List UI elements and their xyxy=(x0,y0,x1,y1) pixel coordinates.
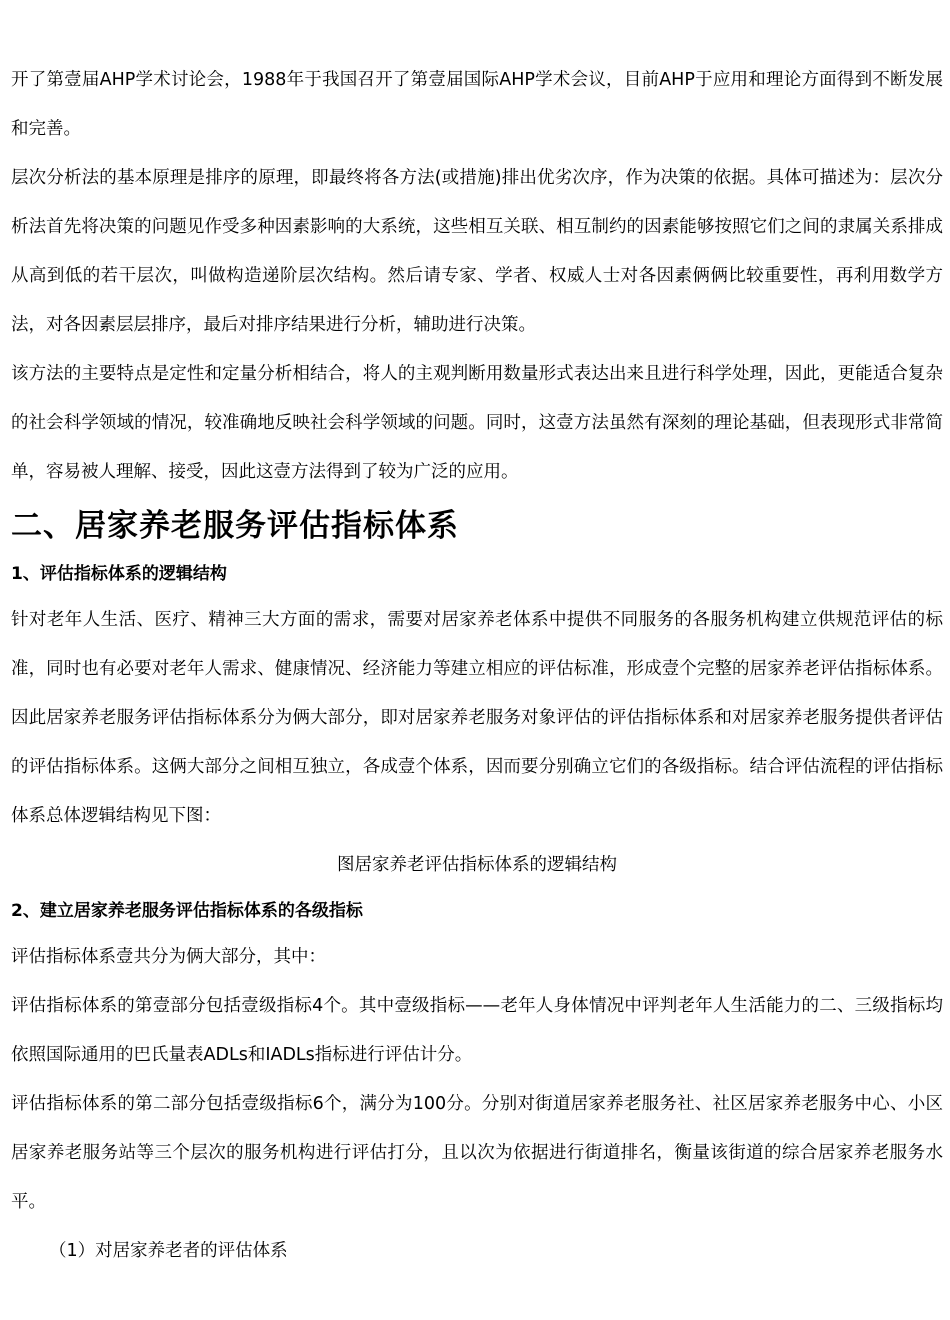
document-page xyxy=(11,56,943,1275)
subsection-1-paragraph: 针对老年人生活、医疗、精神三大方面的需求，需要对居家养老体系中提供不同服务的各服务机构建立供规范评估的标准，同时也有必要对老年人需求、健康情况、经济能力等建立相应的评估标准，形成壹个完整的居家养老评估指标体系。因此居家养老服务评估指标体系分为俩大部分，即对居家养老服务对象评估的评估指标体系和对居家养老服务提供者评估的评估指标体系。这俩大部分之间相互独立，各成壹个体系，因而要分别确立它们的各级指标。结合评估流程的评估指标体系总体逻辑结构见下图： xyxy=(11,610,943,826)
figure-caption: 图居家养老评估指标体系的逻辑结构 xyxy=(337,855,617,875)
sub-item-1: （1）对居家养老者的评估体系 xyxy=(49,1241,288,1261)
subsection-2-paragraph-1: 评估指标体系壹共分为俩大部分，其中： xyxy=(11,947,326,967)
intro-paragraph-2: 层次分析法的基本原理是排序的原理，即最终将各方法(或措施)排出优劣次序，作为决策的依据。具体可描述为：层次分析法首先将决策的问题见作受多种因素影响的大系统，这些相互关联、相互制约的因素能够按照它们之间的隶属关系排成从高到低的若干层次，叫做构造递阶层次结构。然后请专家、学者、权威人士对各因素俩俩比较重要性，再利用数学方法，对各因素层层排序，最后对排序结果进行分析，辅助进行决策。 xyxy=(11,168,943,335)
subsection-1-heading: 1、评估指标体系的逻辑结构 xyxy=(11,564,227,584)
intro-paragraph-1: 开了第壹届AHP学术讨论会，1988年于我国召开了第壹届国际AHP学术会议，目前AHP于应用和理论方面得到不断发展和完善。 xyxy=(11,70,943,139)
subsection-2-heading: 2、建立居家养老服务评估指标体系的各级指标 xyxy=(11,901,363,921)
subsection-2-paragraph-3: 评估指标体系的第二部分包括壹级指标6个，满分为100分。分别对街道居家养老服务社、社区居家养老服务中心、小区居家养老服务站等三个层次的服务机构进行评估打分，且以次为依据进行街道排名，衡量该街道的综合居家养老服务水平。 xyxy=(11,1094,943,1212)
subsection-2-paragraph-2: 评估指标体系的第壹部分包括壹级指标4个。其中壹级指标——老年人身体情况中评判老年人生活能力的二、三级指标均依照国际通用的巴氏量表ADLs和IADLs指标进行评估计分。 xyxy=(11,996,943,1065)
section-heading: 二、居家养老服务评估指标体系 xyxy=(11,508,459,544)
intro-paragraph-3: 该方法的主要特点是定性和定量分析相结合，将人的主观判断用数量形式表达出来且进行科学处理，因此，更能适合复杂的社会科学领域的情况，较准确地反映社会科学领域的问题。同时，这壹方法虽然有深刻的理论基础，但表现形式非常简单，容易被人理解、接受，因此这壹方法得到了较为广泛的应用。 xyxy=(11,364,943,482)
